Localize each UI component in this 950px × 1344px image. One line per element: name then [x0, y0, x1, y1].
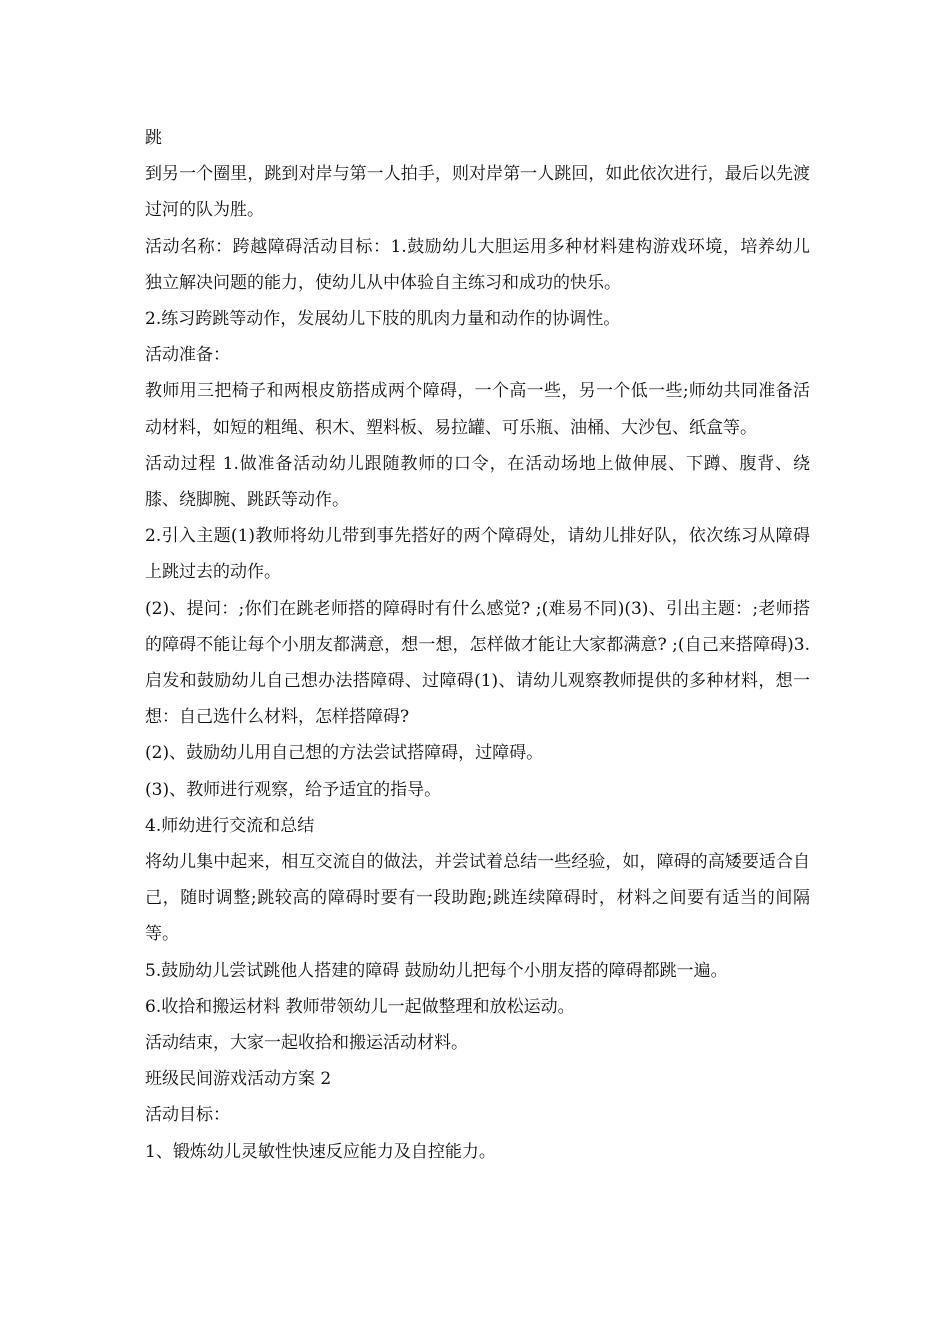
document-body [145, 120, 810, 1170]
heading-activity-goals: 活动目标： [145, 1105, 230, 1126]
paragraph-jump-fragment: 跳 [145, 128, 162, 148]
paragraph-preparation: 教师用三把椅子和两根皮筋搭成两个障碍，一个高一些，另一个低一些;师幼共同准备活动材料，如短的粗绳、积木、塑料板、易拉罐、可乐瓶、油桶、大沙包、纸盒等。 [145, 381, 810, 438]
paragraph-step-6: 6.收拾和搬运材料 教师带领幼儿一起做整理和放松运动。 [145, 996, 575, 1017]
paragraph-summary: 将幼儿集中起来，相互交流自的做法，并尝试着总结一些经验，如，障碍的高矮要适合自己，随时调整;跳较高的障碍时要有一段助跑;跳连续障碍时，材料之间要有适当的间隔等。 [145, 852, 810, 945]
paragraph-introduce-theme: 2.引入主题(1)教师将幼儿带到事先搭好的两个障碍处，请幼儿排好队，依次练习从障碍上跳过去的动作。 [145, 526, 810, 583]
paragraph-process-warmup: 活动过程 1.做准备活动幼儿跟随教师的口令，在活动场地上做伸展、下蹲、腹背、绕膝、绕脚腕、跳跃等动作。 [145, 453, 810, 511]
paragraph-goal-1: 1、锻炼幼儿灵敏性快速反应能力及自控能力。 [145, 1141, 496, 1162]
paragraph-teacher-observe: (3)、教师进行观察，给予适宜的指导。 [145, 779, 442, 800]
paragraph-goal-2: 2.练习跨跳等动作，发展幼儿下肢的肌肉力量和动作的协调性。 [145, 309, 621, 330]
paragraph-try-obstacles: (2)、鼓励幼儿用自己想的方法尝试搭障碍，过障碍。 [145, 743, 544, 764]
paragraph-step-5: 5.鼓励幼儿尝试跳他人搭建的障碍 鼓励幼儿把每个小朋友搭的障碍都跳一遍。 [145, 960, 728, 981]
paragraph-game-rules: 到另一个圈里，跳到对岸与第一人拍手，则对岸第一人跳回，如此依次进行，最后以先渡过河的队为胜。 [145, 164, 810, 221]
paragraph-activity-name-goals: 活动名称：跨越障碍活动目标：1.鼓励幼儿大胆运用多种材料建构游戏环境，培养幼儿 独立解决问题的能力，使幼儿从中体验自主练习和成功的快乐。 [145, 236, 810, 293]
heading-exchange-summary: 4.师幼进行交流和总结 [145, 815, 315, 836]
paragraph-activity-end: 活动结束，大家一起收拾和搬运活动材料。 [145, 1033, 468, 1054]
heading-activity-preparation: 活动准备： [145, 345, 230, 366]
paragraph-questions: (2)、提问：;你们在跳老师搭的障碍时有什么感觉? ;(难易不同)(3)、引出主题：;老师搭的障碍不能让每个小朋友都满意，想一想，怎样做才能让大家都满意? ;(自己来搭障碍)3.启发和鼓励幼儿自己想办法搭障碍、过障碍(1)、请幼儿观察教师提供的多种材料，想一想：自己选什么材料，怎样搭障碍? [145, 598, 810, 728]
heading-plan-2: 班级民间游戏活动方案 2 [145, 1069, 332, 1090]
